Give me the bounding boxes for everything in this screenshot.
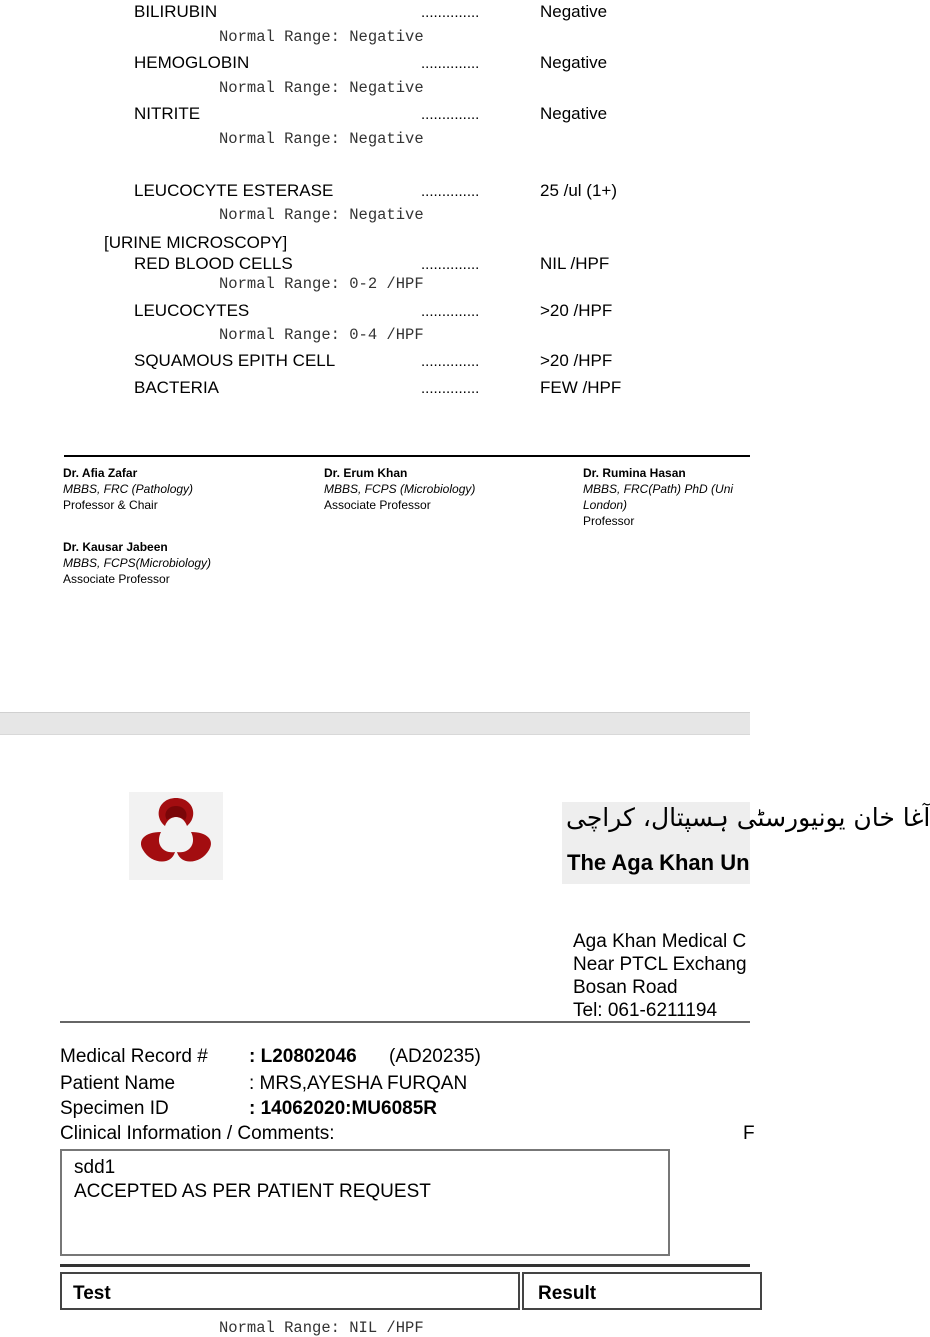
column-test-label: Test xyxy=(73,1283,111,1304)
specimen-id-value: : 14062020:MU6085R xyxy=(249,1098,438,1119)
doctor-degree: MBBS, FCPS(Microbiology) xyxy=(63,556,212,570)
signature-divider xyxy=(64,455,750,457)
doctor-title: Associate Professor xyxy=(63,572,170,586)
test-name: LEUCOCYTES xyxy=(134,301,250,320)
hospital-logo xyxy=(129,792,223,880)
section-heading-microscopy: [URINE MICROSCOPY] xyxy=(104,233,288,252)
cut-off-label: F xyxy=(743,1123,755,1144)
address-line-clip xyxy=(573,1000,750,1021)
test-name: BILIRUBIN xyxy=(134,2,218,21)
brand-english-text: The Aga Khan Un xyxy=(567,850,750,875)
normal-range: Normal Range: NIL /HPF xyxy=(219,1319,424,1337)
patient-name-label: Patient Name xyxy=(60,1073,176,1094)
brand-urdu-text: آغا خان یونیورسٹی ہسپتال، کراچی xyxy=(566,803,930,832)
test-name: RED BLOOD CELLS xyxy=(134,254,293,273)
normal-range: Normal Range: 0-2 /HPF xyxy=(219,275,424,293)
doctor-title: Associate Professor xyxy=(324,498,431,512)
normal-range: Normal Range: Negative xyxy=(219,206,424,224)
doctor-degree: MBBS, FCPS (Microbiology) xyxy=(324,482,476,496)
test-value: 25 /ul (1+) xyxy=(540,181,618,200)
doctor-name: Dr. Erum Khan xyxy=(324,466,408,480)
leader-dots: .............. xyxy=(421,55,480,72)
header-divider xyxy=(60,1021,750,1023)
test-value: FEW /HPF xyxy=(540,378,622,397)
test-value: Negative xyxy=(540,53,608,72)
leader-dots: .............. xyxy=(421,183,480,200)
leader-dots: .............. xyxy=(421,4,480,21)
column-result-label: Result xyxy=(538,1283,597,1304)
leader-dots: .............. xyxy=(421,106,480,123)
medical-record-value: : L20802046 xyxy=(249,1046,357,1067)
doctor-title: Professor & Chair xyxy=(63,498,158,512)
clinical-info-label: Clinical Information / Comments: xyxy=(60,1123,335,1144)
test-value: NIL /HPF xyxy=(540,254,610,273)
specimen-id-label: Specimen ID xyxy=(60,1098,169,1119)
comments-box xyxy=(60,1149,670,1256)
normal-range: Normal Range: Negative xyxy=(219,79,424,97)
normal-range: Normal Range: Negative xyxy=(219,28,424,46)
page-separator xyxy=(0,712,750,735)
doctor-name: Dr. Rumina Hasan xyxy=(583,466,686,480)
normal-range: Normal Range: 0-4 /HPF xyxy=(219,326,424,344)
leader-dots: .............. xyxy=(421,380,480,397)
normal-range: Normal Range: Negative xyxy=(219,130,424,148)
test-value: >20 /HPF xyxy=(540,351,613,370)
test-name: SQUAMOUS EPITH CELL xyxy=(134,351,336,370)
admission-number: (AD20235) xyxy=(389,1046,481,1067)
table-header-test xyxy=(60,1272,520,1310)
address-line: Bosan Road xyxy=(573,977,678,998)
doctor-name: Dr. Afia Zafar xyxy=(63,466,138,480)
comment-line: ACCEPTED AS PER PATIENT REQUEST xyxy=(74,1181,431,1202)
address-line: Near PTCL Exchang xyxy=(573,954,747,975)
test-value: >20 /HPF xyxy=(540,301,613,320)
leader-dots: .............. xyxy=(421,303,480,320)
comment-line: sdd1 xyxy=(74,1157,116,1178)
table-top-rule xyxy=(60,1264,750,1267)
test-value: Negative xyxy=(540,104,608,123)
patient-name-value: : MRS,AYESHA FURQAN xyxy=(249,1073,468,1094)
doctor-degree-line2: London) xyxy=(583,498,628,512)
address-line: Aga Khan Medical C xyxy=(573,931,747,952)
address-line: Tel: 061-6211194 xyxy=(573,1000,718,1021)
table-header-result xyxy=(522,1272,762,1310)
doctor-title: Professor xyxy=(583,514,635,528)
doctor-degree: MBBS, FRC(Path) PhD (Uni xyxy=(583,482,734,496)
leader-dots: .............. xyxy=(421,353,480,370)
test-name: NITRITE xyxy=(134,104,201,123)
test-value: Negative xyxy=(540,2,608,21)
doctor-degree: MBBS, FRC (Pathology) xyxy=(63,482,194,496)
test-name: BACTERIA xyxy=(134,378,220,397)
leader-dots: .............. xyxy=(421,256,480,273)
medical-record-label: Medical Record # xyxy=(60,1046,208,1067)
aga-khan-logo-icon xyxy=(129,792,223,880)
test-name: LEUCOCYTE ESTERASE xyxy=(134,181,334,200)
doctor-name: Dr. Kausar Jabeen xyxy=(63,540,168,554)
test-name: HEMOGLOBIN xyxy=(134,53,250,72)
